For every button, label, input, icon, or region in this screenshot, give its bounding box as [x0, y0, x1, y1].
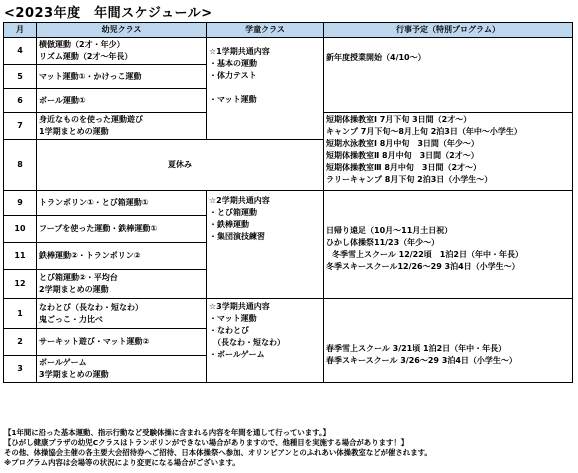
event-line: ひかし体操祭11/23（年少～） [326, 238, 440, 247]
event-line: 冬季雪上スクール 12/22頃 1泊2日（年中・年長） [332, 250, 523, 259]
yoji-line: 身近なものを使った運動遊び [39, 115, 143, 124]
event-line: 春季雪上スクール 3/21頃 1泊2日（年中・年長） [326, 344, 507, 353]
gaku-line: ・マット運動 [209, 314, 257, 323]
summer-break-label: 夏休み [37, 140, 324, 191]
gaku-line: ☆1学期共通内容 [209, 47, 270, 56]
yoji-cell [37, 113, 207, 140]
gaku-line: ・鉄棒運動 [209, 220, 249, 229]
yoji-line: ボール運動① [39, 95, 86, 105]
event-line: ラリーキャンプ 8月下旬 2泊3日（小学生～） [326, 175, 493, 184]
month-cell: 12 [4, 270, 37, 299]
gaku-line: ☆2学期共通内容 [209, 196, 270, 205]
event-line: 短期体操教室Ⅲ 8月中旬 3日間（2才～） [326, 163, 482, 172]
gaku-term2 [207, 191, 324, 299]
gaku-line: （長なわ・短なわ） [209, 338, 285, 347]
month-cell: 3 [4, 356, 37, 383]
table-row [4, 38, 573, 65]
yoji-line: 2学期まとめの運動 [39, 285, 109, 294]
yoji-line: 3学期まとめの運動 [39, 370, 109, 379]
yoji-line: 横倣運動（2才・年少） [39, 40, 125, 49]
gaku-line: ・ボールゲーム [209, 350, 265, 359]
gaku-line: ・なわとび [209, 326, 249, 335]
month-cell: 6 [4, 89, 37, 113]
month-cell: 1 [4, 299, 37, 329]
event-line: 日帰り遠足（10月～11月土日祝） [326, 226, 453, 235]
month-cell: 2 [4, 329, 37, 356]
gaku-term3 [207, 299, 324, 383]
footnote-line: 【1年間に沿った基本運動、指示行動など受験体操に含まれる内容を年間を通して行っています。】 [4, 428, 331, 437]
month-cell: 9 [4, 191, 37, 216]
yoji-line: ボールゲーム [39, 358, 87, 367]
event-term1 [324, 38, 573, 113]
event-line: 短期体操教室Ⅱ 8月中旬 3日間（2才～） [326, 151, 479, 160]
yoji-cell [37, 329, 207, 356]
yoji-line: マット運動①・かけっこ運動 [39, 71, 142, 81]
gaku-term1 [207, 38, 324, 140]
yoji-line: 1学期まとめの運動 [39, 127, 109, 136]
month-cell: 11 [4, 243, 37, 270]
event-line: 春季スキースクール 3/26～29 3泊4日（小学生～） [326, 356, 517, 365]
yoji-line: サーキット遊び・マット運動② [39, 337, 150, 346]
event-line: 短期水泳教室Ⅰ 8月中旬 3日間（年少～） [326, 139, 479, 148]
table-row [4, 299, 573, 329]
event-term3 [324, 299, 573, 383]
event-term2 [324, 191, 573, 299]
yoji-cell [37, 243, 207, 270]
gaku-line: ・マット運動 [209, 95, 257, 104]
header-yoji: 幼児クラス [37, 23, 207, 38]
footnote-line: ※プログラム内容は会場等の状況により変更になる場合がございます。 [4, 458, 240, 467]
footnotes [4, 428, 574, 468]
yoji-cell [37, 299, 207, 329]
yoji-cell [37, 216, 207, 243]
yoji-line: とび箱運動②・平均台 [39, 273, 118, 282]
event-line: 新年度授業開始（4/10～） [326, 53, 426, 62]
event-line: 冬季スキースクール12/26～29 3泊4日（小学生～） [326, 262, 520, 271]
month-cell: 7 [4, 113, 37, 140]
gaku-line: ☆3学期共通内容 [209, 302, 270, 311]
event-line: 短期体操教室Ⅰ 7月下旬 3日間（2才～） [326, 115, 472, 124]
yoji-cell [37, 38, 207, 65]
month-cell: 4 [4, 38, 37, 65]
yoji-line: フープを使った運動・鉄棒運動① [39, 224, 158, 233]
month-cell: 8 [4, 140, 37, 191]
yoji-cell [37, 356, 207, 383]
yoji-cell [37, 89, 207, 113]
gaku-line: ・とび箱運動 [209, 208, 257, 217]
gaku-line [209, 82, 321, 94]
event-line: キャンプ 7月下旬～8月上旬 2泊3日（年中～小学生） [326, 127, 522, 136]
page-title: <2023年度 年間スケジュール> [4, 6, 213, 21]
event-summer [324, 113, 573, 191]
month-cell: 5 [4, 65, 37, 89]
yoji-line: 鬼ごっこ・力比べ [39, 314, 103, 324]
yoji-cell [37, 270, 207, 299]
footnote-line: その他、体操協会主催の各主要大会招待券へご招待、日本体操祭へ参加、オリンピアンとのふれあい体操教室などが催されます。 [4, 448, 432, 457]
month-cell: 10 [4, 216, 37, 243]
schedule-table [3, 22, 573, 383]
yoji-line: なわとび（長なわ・短なわ） [39, 302, 143, 312]
gaku-line: ・体力テスト [209, 71, 257, 80]
header-row [4, 23, 573, 38]
yoji-cell [37, 65, 207, 89]
header-gaku: 学童クラス [207, 23, 324, 38]
table-row [4, 191, 573, 216]
footnote-line: 【ひがし健康プラザの幼児Cクラスはトランポリンができない場合がありますので、他種目を実施する場合があります！】 [4, 438, 409, 447]
header-month: 月 [4, 23, 37, 38]
header-event: 行事予定（特別プログラム） [324, 23, 573, 38]
gaku-line: ・基本の運動 [209, 59, 257, 68]
yoji-line: 鉄棒運動②・トランポリン② [39, 251, 141, 260]
gaku-line: ・集団演技練習 [209, 232, 265, 241]
yoji-line: トランポリン①・とび箱運動① [39, 198, 149, 207]
yoji-cell [37, 191, 207, 216]
yoji-line: リズム運動（2才～年長） [39, 52, 133, 61]
